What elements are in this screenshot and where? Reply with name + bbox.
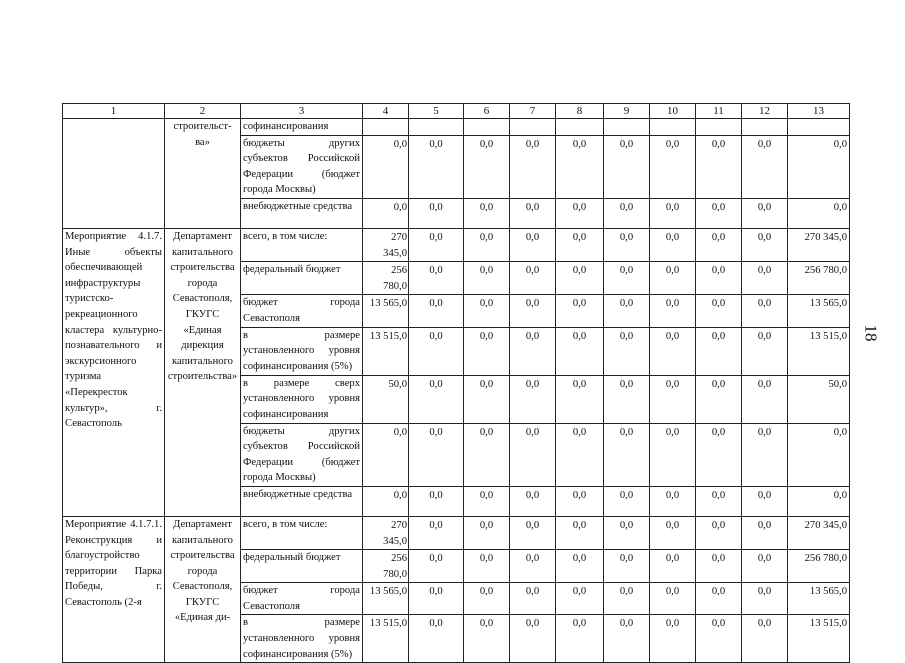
value-cell: 0,0	[409, 198, 464, 228]
funding-source-cell: внебюджетные средства	[241, 486, 363, 516]
header-cell: 10	[650, 104, 696, 119]
funding-source-cell: бюджет города Севастополя	[241, 295, 363, 327]
value-cell: 0,0	[788, 135, 850, 198]
value-cell: 0,0	[650, 516, 696, 549]
measure-name-cell	[63, 119, 165, 229]
value-cell: 0,0	[788, 423, 850, 486]
value-cell: 0,0	[650, 486, 696, 516]
value-cell: 0,0	[556, 198, 604, 228]
value-cell: 0,0	[696, 375, 742, 423]
value-cell: 0,0	[788, 486, 850, 516]
value-cell: 0,0	[742, 516, 788, 549]
value-cell: 0,0	[409, 583, 464, 615]
value-cell: 13 565,0	[363, 295, 409, 327]
value-cell: 0,0	[556, 516, 604, 549]
value-cell: 0,0	[510, 583, 556, 615]
funding-source-cell: софинансирования	[241, 119, 363, 136]
value-cell: 0,0	[604, 375, 650, 423]
value-cell	[788, 119, 850, 136]
value-cell: 0,0	[742, 615, 788, 663]
value-cell: 0,0	[464, 423, 510, 486]
value-cell: 270 345,0	[788, 516, 850, 549]
value-cell: 256 780,0	[363, 550, 409, 583]
executor-cell: Департамент капитального строительства города Севастополя, ГКУГС «Единая дирекция капитального строительства»	[165, 228, 241, 516]
value-cell: 0,0	[650, 327, 696, 375]
value-cell	[464, 119, 510, 136]
value-cell	[556, 119, 604, 136]
executor-cell: строительст-ва»	[165, 119, 241, 229]
funding-source-cell: всего, в том числе:	[241, 516, 363, 549]
value-cell: 0,0	[604, 135, 650, 198]
value-cell: 0,0	[409, 135, 464, 198]
value-cell: 0,0	[650, 228, 696, 261]
value-cell	[742, 119, 788, 136]
value-cell	[363, 119, 409, 136]
value-cell: 0,0	[696, 198, 742, 228]
funding-source-cell: бюджет города Севастополя	[241, 583, 363, 615]
budget-table	[62, 103, 850, 663]
funding-source-cell: в размере сверх установленного уровня софинансирования	[241, 375, 363, 423]
value-cell: 256 780,0	[363, 262, 409, 295]
value-cell: 0,0	[556, 375, 604, 423]
value-cell: 270 345,0	[788, 228, 850, 261]
value-cell: 0,0	[696, 516, 742, 549]
value-cell: 0,0	[464, 295, 510, 327]
value-cell: 0,0	[650, 615, 696, 663]
page-number: 18	[861, 324, 881, 342]
value-cell: 0,0	[742, 423, 788, 486]
value-cell: 0,0	[696, 262, 742, 295]
value-cell: 0,0	[464, 516, 510, 549]
value-cell: 0,0	[409, 262, 464, 295]
value-cell: 0,0	[650, 423, 696, 486]
value-cell: 0,0	[788, 198, 850, 228]
value-cell: 0,0	[650, 135, 696, 198]
value-cell: 13 565,0	[363, 583, 409, 615]
header-cell: 2	[165, 104, 241, 119]
value-cell: 0,0	[742, 198, 788, 228]
value-cell	[604, 119, 650, 136]
value-cell: 0,0	[409, 423, 464, 486]
value-cell: 0,0	[510, 486, 556, 516]
value-cell: 0,0	[464, 615, 510, 663]
value-cell: 0,0	[510, 198, 556, 228]
header-cell: 13	[788, 104, 850, 119]
header-cell: 8	[556, 104, 604, 119]
value-cell: 0,0	[604, 327, 650, 375]
value-cell: 0,0	[604, 550, 650, 583]
value-cell: 0,0	[409, 516, 464, 549]
value-cell: 0,0	[742, 228, 788, 261]
value-cell: 0,0	[604, 228, 650, 261]
value-cell: 0,0	[464, 198, 510, 228]
header-cell: 1	[63, 104, 165, 119]
value-cell: 0,0	[696, 135, 742, 198]
value-cell: 0,0	[742, 295, 788, 327]
value-cell: 0,0	[464, 550, 510, 583]
value-cell: 0,0	[556, 583, 604, 615]
value-cell: 0,0	[363, 198, 409, 228]
value-cell: 0,0	[556, 295, 604, 327]
value-cell: 0,0	[696, 550, 742, 583]
value-cell: 0,0	[510, 295, 556, 327]
value-cell: 13 565,0	[788, 583, 850, 615]
funding-source-cell: всего, в том числе:	[241, 228, 363, 261]
value-cell: 270 345,0	[363, 228, 409, 261]
value-cell: 0,0	[742, 327, 788, 375]
value-cell: 0,0	[742, 262, 788, 295]
funding-source-cell: в размере установленного уровня софинансирования (5%)	[241, 327, 363, 375]
value-cell: 0,0	[510, 615, 556, 663]
value-cell: 0,0	[696, 423, 742, 486]
value-cell: 0,0	[464, 327, 510, 375]
header-cell: 9	[604, 104, 650, 119]
value-cell: 0,0	[742, 486, 788, 516]
value-cell: 0,0	[696, 615, 742, 663]
value-cell: 0,0	[556, 615, 604, 663]
value-cell: 0,0	[510, 228, 556, 261]
value-cell: 256 780,0	[788, 550, 850, 583]
value-cell: 0,0	[363, 423, 409, 486]
table-row	[63, 516, 850, 549]
value-cell: 0,0	[604, 615, 650, 663]
value-cell: 0,0	[556, 486, 604, 516]
value-cell: 0,0	[696, 583, 742, 615]
value-cell: 0,0	[742, 375, 788, 423]
funding-source-cell: в размере установленного уровня софинансирования (5%)	[241, 615, 363, 663]
value-cell: 0,0	[409, 228, 464, 261]
value-cell: 0,0	[510, 516, 556, 549]
table-row	[63, 119, 850, 136]
table-row	[63, 228, 850, 261]
value-cell: 0,0	[650, 262, 696, 295]
value-cell: 0,0	[464, 228, 510, 261]
value-cell: 0,0	[556, 262, 604, 295]
value-cell: 0,0	[696, 486, 742, 516]
funding-source-cell: федеральный бюджет	[241, 550, 363, 583]
value-cell	[409, 119, 464, 136]
value-cell: 0,0	[409, 550, 464, 583]
executor-cell: Департамент капитального строительства города Севастополя, ГКУГС «Единая ди-	[165, 516, 241, 662]
value-cell: 13 515,0	[788, 327, 850, 375]
measure-name-cell: Мероприятие 4.1.7. Иные объекты обеспечивающей инфраструктуры туристско-рекреационного кластера культурно-познавательного и экскурсионного туризма «Перекресток культур», г. Севастополь	[63, 228, 165, 516]
value-cell: 0,0	[604, 583, 650, 615]
value-cell: 0,0	[363, 135, 409, 198]
value-cell: 0,0	[464, 375, 510, 423]
value-cell: 50,0	[363, 375, 409, 423]
value-cell: 0,0	[510, 423, 556, 486]
value-cell: 0,0	[464, 583, 510, 615]
value-cell: 0,0	[742, 135, 788, 198]
value-cell: 0,0	[604, 262, 650, 295]
value-cell: 0,0	[604, 516, 650, 549]
value-cell: 0,0	[556, 423, 604, 486]
value-cell	[510, 119, 556, 136]
value-cell: 0,0	[650, 583, 696, 615]
value-cell: 0,0	[556, 135, 604, 198]
value-cell: 0,0	[556, 327, 604, 375]
measure-name-cell: Мероприятие 4.1.7.1. Реконструкция и благоустройство территории Парка Победы, г. Севастополь (2-я	[63, 516, 165, 662]
value-cell: 0,0	[363, 486, 409, 516]
value-cell: 0,0	[409, 615, 464, 663]
funding-source-cell: федеральный бюджет	[241, 262, 363, 295]
value-cell: 0,0	[510, 327, 556, 375]
value-cell: 0,0	[510, 375, 556, 423]
value-cell: 0,0	[409, 295, 464, 327]
value-cell: 0,0	[510, 550, 556, 583]
header-cell: 5	[409, 104, 464, 119]
value-cell: 0,0	[696, 295, 742, 327]
value-cell	[650, 119, 696, 136]
funding-source-cell: бюджеты других субъектов Российской Федерации (бюджет города Москвы)	[241, 423, 363, 486]
value-cell: 13 515,0	[788, 615, 850, 663]
header-cell: 3	[241, 104, 363, 119]
value-cell: 13 515,0	[363, 615, 409, 663]
value-cell: 0,0	[696, 228, 742, 261]
value-cell: 0,0	[409, 327, 464, 375]
value-cell: 0,0	[556, 228, 604, 261]
value-cell	[696, 119, 742, 136]
value-cell: 0,0	[556, 550, 604, 583]
value-cell: 13 515,0	[363, 327, 409, 375]
value-cell: 256 780,0	[788, 262, 850, 295]
value-cell: 0,0	[650, 295, 696, 327]
value-cell: 0,0	[464, 262, 510, 295]
value-cell: 0,0	[409, 375, 464, 423]
value-cell: 0,0	[409, 486, 464, 516]
value-cell: 0,0	[464, 135, 510, 198]
header-cell: 11	[696, 104, 742, 119]
value-cell: 0,0	[604, 486, 650, 516]
header-cell: 12	[742, 104, 788, 119]
value-cell: 0,0	[650, 375, 696, 423]
value-cell: 13 565,0	[788, 295, 850, 327]
header-cell: 6	[464, 104, 510, 119]
value-cell: 0,0	[510, 262, 556, 295]
value-cell: 270 345,0	[363, 516, 409, 549]
value-cell: 0,0	[742, 583, 788, 615]
header-cell: 4	[363, 104, 409, 119]
value-cell: 0,0	[604, 423, 650, 486]
funding-source-cell: внебюджетные средства	[241, 198, 363, 228]
funding-source-cell: бюджеты других субъектов Российской Федерации (бюджет города Москвы)	[241, 135, 363, 198]
value-cell: 0,0	[696, 327, 742, 375]
value-cell: 0,0	[604, 295, 650, 327]
header-row	[63, 104, 850, 119]
value-cell: 0,0	[464, 486, 510, 516]
value-cell: 0,0	[510, 135, 556, 198]
value-cell: 0,0	[650, 550, 696, 583]
value-cell: 0,0	[604, 198, 650, 228]
header-cell: 7	[510, 104, 556, 119]
value-cell: 0,0	[742, 550, 788, 583]
value-cell: 0,0	[650, 198, 696, 228]
value-cell: 50,0	[788, 375, 850, 423]
